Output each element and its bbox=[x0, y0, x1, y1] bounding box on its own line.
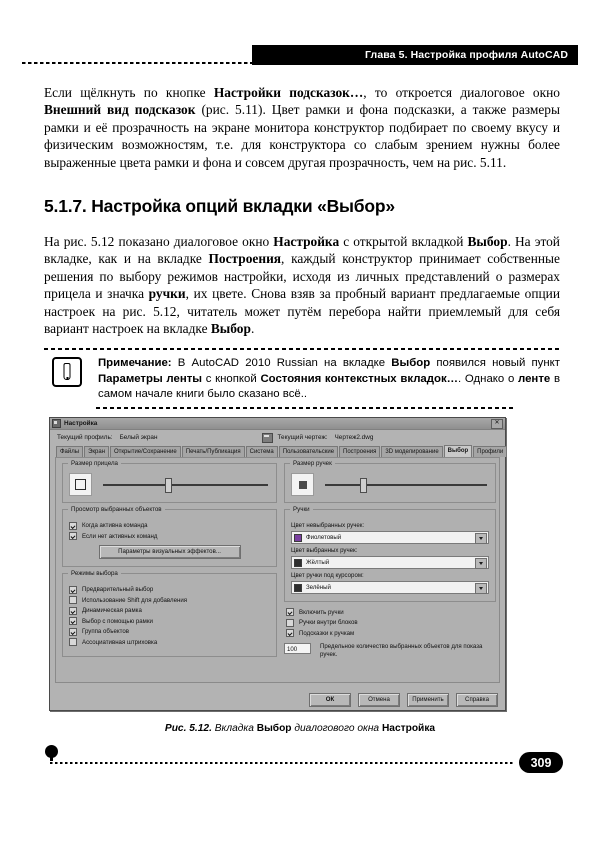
aperture-preview bbox=[69, 473, 92, 496]
grips-group bbox=[284, 506, 496, 602]
footer-marker-icon bbox=[45, 745, 58, 758]
selection-mode-checkbox-label-1: Использование Shift для добавления bbox=[82, 596, 188, 604]
footer-dotted-rule bbox=[50, 762, 515, 764]
grip-color-label-1: Цвет выбранных ручек: bbox=[291, 547, 358, 554]
running-head bbox=[0, 45, 600, 67]
checkbox-icon[interactable] bbox=[69, 638, 77, 646]
grip-color-dropdown-1[interactable] bbox=[291, 556, 489, 569]
grip-size-group bbox=[284, 460, 496, 503]
caption-text-1: Вкладка bbox=[211, 723, 257, 734]
selection-mode-checkbox-label-4: Группа объектов bbox=[82, 628, 129, 635]
grips-title: Ручки bbox=[290, 506, 313, 513]
checkbox-icon[interactable] bbox=[69, 596, 77, 604]
figure-number: Рис. 5.12. bbox=[164, 723, 212, 734]
grip-preview bbox=[291, 473, 314, 496]
grips-options bbox=[284, 608, 496, 637]
p1-bold-2: Внешний вид подсказок bbox=[44, 102, 196, 118]
grip-color-value-1: Жёлтый bbox=[306, 559, 330, 566]
current-profile-value: Белый экран bbox=[119, 434, 158, 441]
aperture-size-title: Размер прицела bbox=[68, 460, 121, 467]
selection-preview-checkbox-1[interactable] bbox=[69, 532, 270, 540]
visual-effect-settings-button[interactable]: Параметры визуальных эффектов... bbox=[99, 545, 241, 559]
dialog-header-row bbox=[50, 430, 505, 445]
checkbox-icon[interactable] bbox=[69, 607, 77, 615]
close-icon[interactable]: ✕ bbox=[491, 419, 503, 429]
section-heading: 5.1.7. Настройка опций вкладки «Выбор» bbox=[44, 196, 395, 216]
grip-size-title: Размер ручек bbox=[290, 460, 335, 467]
color-swatch-icon bbox=[294, 559, 302, 567]
dialog-tab-strip bbox=[50, 445, 505, 457]
note-text-4: . Однако о bbox=[458, 372, 519, 385]
dialog-footer bbox=[50, 693, 505, 707]
note-text bbox=[98, 356, 560, 403]
p1-text-2: , то откроется диалоговое окно bbox=[363, 85, 560, 100]
selection-preview-checkbox-0[interactable] bbox=[69, 522, 270, 530]
checkbox-icon[interactable] bbox=[69, 586, 77, 594]
dialog-title-bar bbox=[50, 418, 505, 430]
grips-checkbox-0[interactable] bbox=[286, 608, 496, 616]
options-dialog bbox=[49, 417, 506, 711]
dialog-tab-panel bbox=[55, 457, 500, 683]
page-number-badge: 309 bbox=[519, 752, 563, 773]
dialog-tab-6[interactable]: Построения bbox=[339, 446, 380, 457]
selection-mode-checkbox-label-0: Предварительный выбор bbox=[82, 586, 154, 593]
color-swatch-icon bbox=[294, 584, 302, 592]
selection-modes-title: Режимы выбора bbox=[68, 570, 121, 577]
note-bottom-rule bbox=[96, 407, 516, 409]
grip-slider-knob[interactable] bbox=[360, 478, 367, 493]
caption-bold-2: Настройка bbox=[381, 723, 436, 734]
grip-color-label-2: Цвет ручки под курсором: bbox=[291, 572, 364, 579]
dialog-title: Настройка bbox=[64, 420, 98, 427]
grip-object-limit-label: Предельное количество выбранных объектов для показа ручек. bbox=[320, 643, 483, 658]
selection-mode-checkbox-label-3: Выбор с помощью рамки bbox=[82, 617, 153, 625]
selection-mode-checkbox-4[interactable] bbox=[69, 628, 270, 636]
note-label: Примечание: bbox=[98, 357, 172, 369]
selection-mode-checkbox-5[interactable] bbox=[69, 638, 270, 646]
checkbox-icon[interactable] bbox=[69, 522, 77, 530]
checkbox-icon[interactable] bbox=[286, 608, 294, 616]
aperture-size-slider[interactable] bbox=[101, 474, 270, 495]
dialog-tab-1[interactable]: Экран bbox=[84, 446, 109, 457]
grips-checkbox-2[interactable] bbox=[286, 629, 496, 637]
dialog-footer-button-2[interactable]: Применить bbox=[407, 693, 449, 707]
current-drawing-label: Текущий чертеж: bbox=[277, 434, 328, 441]
color-swatch-icon bbox=[294, 534, 302, 542]
grip-color-label-0: Цвет невыбранных ручек: bbox=[291, 522, 365, 529]
checkbox-icon[interactable] bbox=[286, 619, 294, 627]
checkbox-icon[interactable] bbox=[69, 617, 77, 625]
grip-object-limit-row bbox=[284, 643, 496, 659]
figure-caption bbox=[0, 723, 600, 734]
grip-size-slider[interactable] bbox=[323, 474, 489, 495]
p1-text-1: Если щёлкнуть по кнопке bbox=[44, 85, 214, 100]
grips-checkbox-1[interactable] bbox=[286, 619, 496, 627]
note-text-3: с кнопкой bbox=[202, 372, 261, 385]
note-bold-4: ленте bbox=[518, 372, 551, 385]
selection-preview-checkbox-label-0: Когда активна команда bbox=[82, 522, 148, 529]
chevron-down-icon[interactable] bbox=[475, 533, 487, 544]
selection-preview-title: Просмотр выбранных объектов bbox=[68, 506, 165, 513]
aperture-size-group bbox=[62, 460, 277, 503]
current-profile-label: Текущий профиль: bbox=[57, 434, 113, 441]
grip-color-value-2: Зелёный bbox=[306, 584, 331, 591]
selection-mode-checkbox-1[interactable] bbox=[69, 596, 270, 604]
dialog-tab-9[interactable]: Профили bbox=[473, 446, 507, 457]
p2-text-1: На рис. 5.12 показано диалоговое окно bbox=[44, 234, 274, 249]
note-text-2: появился новый пункт bbox=[430, 357, 560, 369]
paragraph-1 bbox=[44, 84, 560, 171]
dialog-tab-5[interactable]: Пользовательские bbox=[279, 446, 338, 457]
dialog-footer-button-3[interactable]: Справка bbox=[456, 693, 498, 707]
dialog-tab-0[interactable]: Файлы bbox=[56, 446, 83, 457]
selection-modes-group bbox=[62, 570, 277, 657]
selection-mode-checkbox-label-5: Ассоциативная штриховка bbox=[82, 638, 158, 646]
selection-mode-checkbox-0[interactable] bbox=[69, 586, 270, 594]
grips-checkbox-label-0: Включить ручки bbox=[299, 608, 344, 616]
p2-text-4: , каждый конструктор принимает собственные решения по выбору режимов настройки, исходя из личных представлений о размерах прицела и значка bbox=[44, 251, 560, 302]
selection-preview-group bbox=[62, 506, 277, 567]
grips-checkbox-label-1: Ручки внутри блоков bbox=[299, 619, 358, 626]
caption-bold-1: Выбор bbox=[256, 723, 292, 734]
grip-color-dropdown-2[interactable] bbox=[291, 581, 489, 594]
selection-mode-checkbox-2[interactable] bbox=[69, 607, 270, 615]
paragraph-2 bbox=[44, 233, 560, 337]
running-head-title: Глава 5. Настройка профиля AutoCAD bbox=[252, 45, 578, 65]
dialog-tab-2[interactable]: Открытие/Сохранение bbox=[110, 446, 181, 457]
dialog-tab-3[interactable]: Печать/Публикация bbox=[182, 446, 245, 457]
note-bold-3: Состояния контекстных вкладок… bbox=[260, 372, 459, 385]
pencil-note-icon bbox=[52, 357, 82, 387]
p2-text-6: . bbox=[250, 321, 255, 337]
dialog-tab-4[interactable]: Система bbox=[246, 446, 278, 457]
checkbox-icon[interactable] bbox=[286, 629, 294, 637]
grip-color-dropdown-0[interactable] bbox=[291, 531, 489, 544]
current-drawing-value: Чертеж2.dwg bbox=[334, 434, 374, 441]
p1-text-3: (рис. 5.11). Цвет рамки и фона подсказки, а также размеры рамки и её прозрачность на экране монитора конструктор подбирает по своему вкусу и физическим возможностям, т.е. для конструктора со слабым зрением нужны более выраженные цвета рамки и фона и совсем другая прозрачность, чем на рис. 5.11. bbox=[44, 102, 560, 170]
selection-mode-checkbox-3[interactable] bbox=[69, 617, 270, 625]
dialog-footer-button-0[interactable]: ОК bbox=[309, 693, 351, 707]
checkbox-icon[interactable] bbox=[69, 532, 77, 540]
drawing-icon bbox=[262, 433, 273, 443]
p2-text-2: с открытой вкладкой bbox=[339, 234, 468, 249]
selection-preview-checkbox-label-1: Если нет активных команд bbox=[82, 532, 158, 540]
p2-bold-2: Выбор bbox=[467, 234, 508, 249]
dialog-tab-7[interactable]: 3D моделирование bbox=[381, 446, 442, 457]
caption-text-2: диалогового окна bbox=[291, 723, 382, 734]
dialog-footer-button-1[interactable]: Отмена bbox=[358, 693, 400, 707]
p2-bold-3: Построения bbox=[208, 251, 282, 267]
note-bold-2: Параметры ленты bbox=[98, 372, 203, 385]
grips-checkbox-label-2: Подсказки к ручкам bbox=[299, 629, 355, 637]
note-bold-1: Выбор bbox=[391, 357, 431, 369]
p2-bold-5: Выбор bbox=[210, 321, 251, 337]
p2-text-3: . На этой вкладке, как и на вкладке bbox=[44, 234, 560, 267]
selection-mode-checkbox-label-2: Динамическая рамка bbox=[82, 607, 142, 614]
checkbox-icon[interactable] bbox=[69, 628, 77, 636]
note-text-1: В AutoCAD 2010 Russian на вкладке bbox=[171, 357, 392, 369]
note-text-5: в самом начале книги было сказано всё.. bbox=[98, 372, 560, 401]
grip-color-value-0: Фиолетовый bbox=[306, 534, 342, 541]
p2-bold-4: ручки bbox=[148, 286, 186, 302]
dialog-app-icon bbox=[52, 419, 61, 428]
chevron-down-icon[interactable] bbox=[475, 583, 487, 594]
p1-bold-1: Настройки подсказок… bbox=[213, 85, 364, 100]
grip-object-limit-input[interactable]: 100 bbox=[284, 643, 311, 654]
note-box bbox=[44, 348, 560, 409]
p2-bold-1: Настройка bbox=[273, 234, 340, 249]
dialog-tab-8[interactable]: Выбор bbox=[444, 445, 473, 457]
p2-text-5: , их цвете. Снова взяв за пробный вариант предлагаемые опции настроек на рис. 5.12, читатель может путём перебора найти приемлемый для себя вариант настроек на вкладке bbox=[44, 286, 560, 337]
chevron-down-icon[interactable] bbox=[475, 558, 487, 569]
aperture-slider-knob[interactable] bbox=[165, 478, 172, 493]
running-head-dotted-rule bbox=[22, 62, 252, 64]
